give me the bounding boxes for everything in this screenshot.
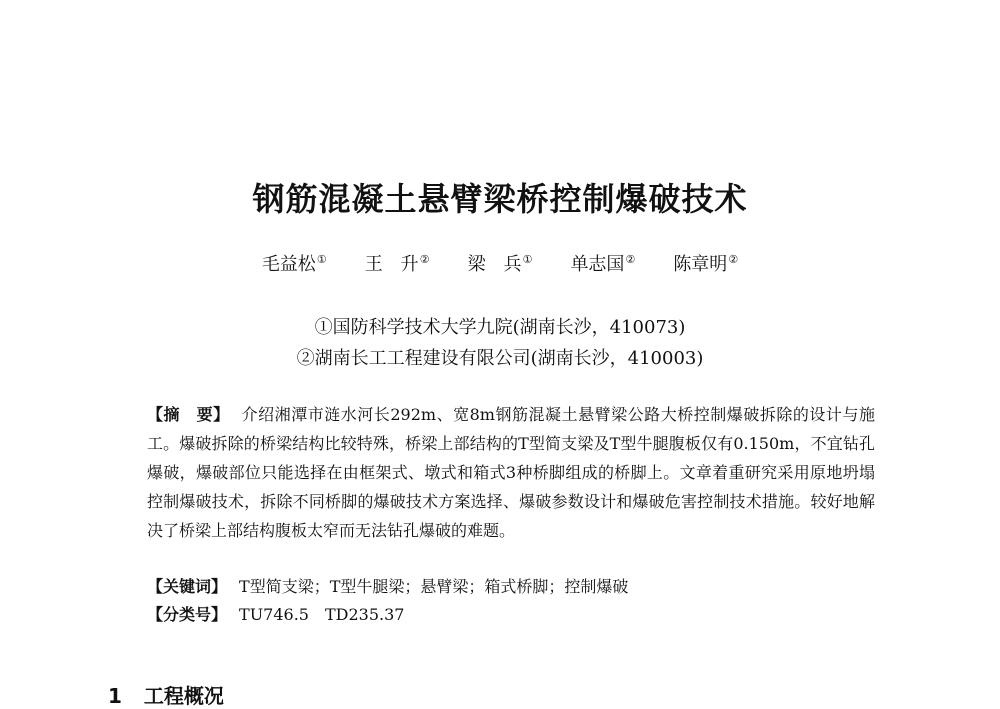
- affiliation-mark: ②: [419, 253, 430, 266]
- abstract-text: 介绍湘潭市涟水河长292m、宽8m钢筋混凝土悬臂梁公路大桥控制爆破拆除的设计与施工。爆破拆除的桥梁结构比较特殊，桥梁上部结构的T型简支梁及T型牛腿腹板仅有0.150m，不宜钻孔爆破，爆破部位只能选择在由框架式、墩式和箱式3种桥脚组成的桥脚上。文章着重研究采用原地坍塌控制爆破技术，拆除不同桥脚的爆破技术方案选择、爆破参数设计和爆破危害控制技术措施。较好地解决了桥梁上部结构腹板太窄而无法钻孔爆破的难题。: [147, 405, 875, 540]
- author-2: [365, 250, 430, 276]
- author-name: 梁 兵: [467, 254, 522, 275]
- section-title: 工程概况: [143, 684, 224, 708]
- keywords-text: T型简支梁；T型牛腿梁；悬臂梁；箱式桥脚；控制爆破: [239, 577, 629, 596]
- keywords: [147, 574, 875, 597]
- affiliation-mark: ②: [728, 253, 739, 266]
- classification: [147, 602, 875, 625]
- author-4: [570, 250, 635, 276]
- author-5: [673, 250, 738, 276]
- affiliation-mark: ②: [625, 253, 636, 266]
- paper-title: 钢筋混凝土悬臂梁桥控制爆破技术: [252, 180, 748, 218]
- affiliation-2: ②湖南长工工程建设有限公司(湖南长沙，410003): [296, 348, 704, 369]
- author-3: [468, 250, 533, 276]
- classification-label: 【分类号】: [147, 605, 228, 624]
- affiliation-1: ①国防科学技术大学九院(湖南长沙，410073): [314, 317, 686, 338]
- classification-text: TU746.5 TD235.37: [239, 605, 405, 624]
- author-1: [262, 250, 327, 276]
- section-number: 1: [108, 684, 122, 708]
- affiliation-mark: ①: [316, 253, 327, 266]
- author-list: [0, 250, 1000, 276]
- abstract-label: 【摘 要】: [147, 405, 230, 424]
- keywords-label: 【关键词】: [147, 577, 228, 596]
- section-heading: [108, 680, 224, 709]
- abstract: [147, 400, 875, 545]
- author-name: 毛益松: [261, 254, 316, 275]
- affiliation-mark: ①: [522, 253, 533, 266]
- author-name: 单志国: [570, 254, 625, 275]
- author-name: 陈章明: [673, 254, 728, 275]
- author-name: 王 升: [364, 254, 419, 275]
